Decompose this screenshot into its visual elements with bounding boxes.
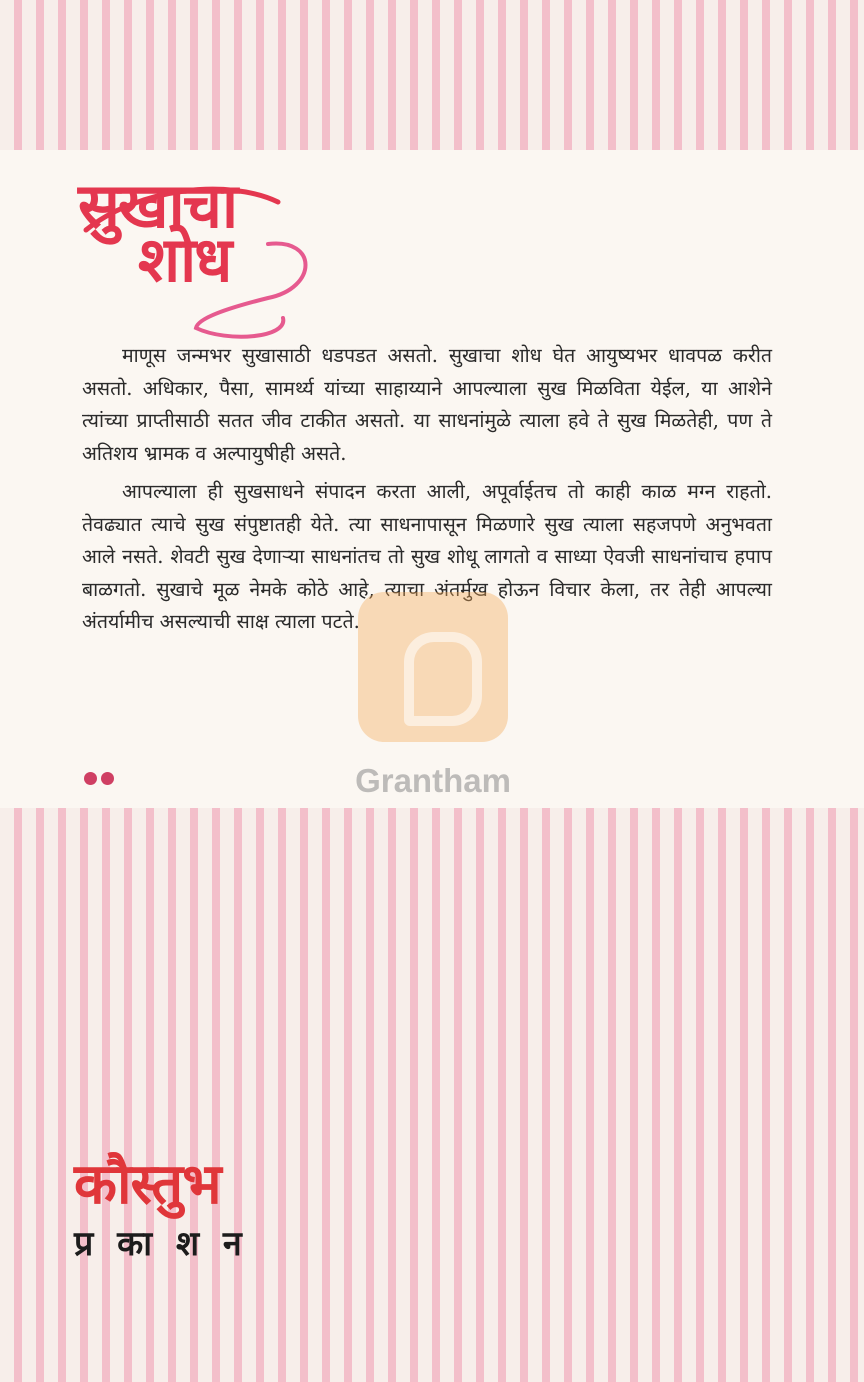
book-title [78, 168, 318, 348]
watermark [346, 592, 520, 802]
publisher-subtitle: प्र का श न [74, 1224, 248, 1264]
dot-icon [101, 772, 114, 785]
publisher-logo [74, 1152, 248, 1266]
title-line-2: शोध [138, 223, 231, 296]
ornament-dots [84, 770, 118, 789]
top-stripe-band [0, 0, 864, 150]
publisher-name: कौस्तुभ [74, 1152, 221, 1217]
grantham-logo-glyph-icon [404, 632, 482, 726]
blurb-paragraph-2: आपल्याला ही सुखसाधने संपादन करता आली, अपूर्वाईतच तो काही काळ मग्न राहतो. तेवढ्यात त्याचे सुख संपुष्टातही येते. त्या साधनापासून मिळणारे सुख त्याला सहजपणे अनुभवता आले नसते. शेवटी सुख देणाऱ्या साधनांतच तो सुख शोधू लागतो व साध्या ऐवजी साधनांचाच हपाप बाळगतो. सुखाचे मूळ नेमके कोठे आहे, त्याचा अंतर्मुख होऊन विचार केला, तर तेही आपल्या अंतर्यामीच असल्याची साक्ष त्याला पटते. [82, 480, 772, 633]
title-line-1: सुखाचा [78, 169, 237, 242]
dot-icon [84, 772, 97, 785]
watermark-text: Grantham [355, 762, 511, 799]
blurb-paragraph-1: माणूस जन्मभर सुखासाठी धडपडत असतो. सुखाचा शोध घेत आयुष्यभर धावपळ करीत असतो. अधिकार, पैसा, सामर्थ्य यांच्या साहाय्याने आपल्याला सुख मिळविता येईल, या आशेने त्यांच्या प्राप्तीसाठी सतत जीव टाकीत असतो. या साधनांमुळे त्याला हवे ते सुख मिळतेही, पण ते अतिशय भ्रामक व अल्पायुषीही असते. [82, 344, 772, 465]
bottom-stripe-band [0, 808, 864, 1382]
